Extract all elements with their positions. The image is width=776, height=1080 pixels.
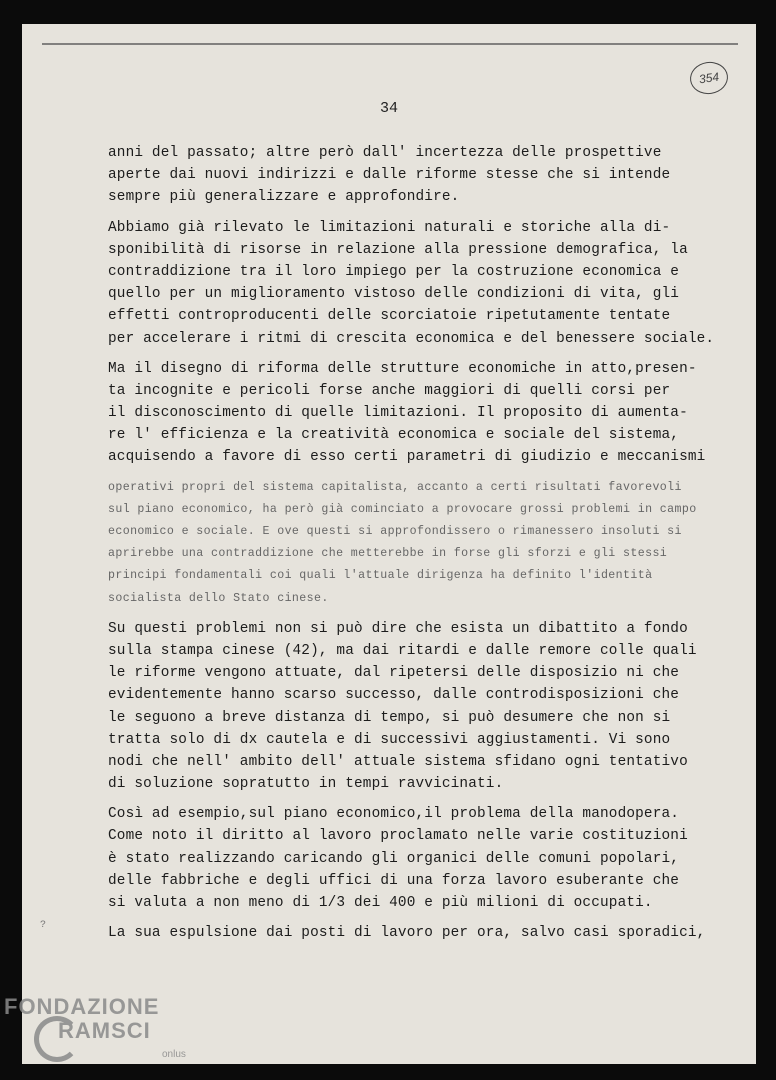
text-line: di soluzione sopratutto in tempi ravvicinati. [108,776,504,793]
watermark-line2: RAMSCI [58,1018,151,1043]
text-line: è stato realizzando caricando gli organici delle comuni popolari, [108,850,680,867]
paragraph [108,618,720,796]
text-line: Come noto il diritto al lavoro proclamato nelle varie costituzioni [108,828,688,845]
paragraph [108,217,720,350]
text-line: tratta solo di dx cautela e di successivi aggiustamenti. Vi sono [108,731,671,748]
top-rule [42,43,738,45]
text-line: re l' efficienza e la creatività economica e sociale del sistema, [108,427,680,444]
page-number: 34 [380,100,399,117]
text-line: le seguono a breve distanza di tempo, si può desumere che non si [108,709,671,726]
text-line: Abbiamo già rilevato le limitazioni naturali e storiche alla di- [108,219,671,236]
text-line: contraddizione tra il loro impiego per la costruzione economica e [108,263,680,280]
body-text [108,142,720,952]
text-line: sul piano economico, ha però già cominciato a provocare grossi problemi in campo [108,502,697,516]
watermark-line1: FONDAZIONE [4,994,160,1019]
paragraph [108,803,720,914]
text-line: le riforme vengono attuate, dal ripetersi delle disposizio ni che [108,665,680,682]
text-line: operativi propri del sistema capitalista, accanto a certi risultati favorevoli [108,480,682,494]
text-line: Così ad esempio,sul piano economico,il problema della manodopera. [108,806,680,823]
text-line: si valuta a non meno di 1/3 dei 400 e più milioni di occupati. [108,895,653,911]
text-line: per accelerare i ritmi di crescita economica e del benessere sociale. [108,330,715,347]
text-line: quello per un miglioramento vistoso delle condizioni di vita, gli [108,286,680,303]
text-line: il disconoscimento di quelle limitazioni. Il proposito di aumenta- [108,405,688,422]
text-line: delle fabbriche e degli uffici di una forza lavoro esuberante che [108,872,680,889]
paragraph [108,477,720,610]
margin-mark: ? [40,920,47,931]
text-line: sempre più generalizzare e approfondire. [108,189,460,206]
text-line: acquisendo a favore di esso certi parametri di giudizio e meccanismi [108,449,706,466]
fondazione-gramsci-watermark [4,994,186,1060]
text-line: principi fondamentali coi quali l'attuale dirigenza ha definito l'identità [108,569,653,583]
text-line: economico e sociale. E ove questi si approfondissero o rimanessero insoluti si [108,525,682,538]
text-line: sponibilità di risorse in relazione alla pressione demografica, la [108,241,688,258]
text-line: aperte dai nuovi indirizzi e dalle riforme stesse che si intende [108,167,671,184]
text-line: effetti controproducenti delle scorciatoie ripetutamente tentate [108,308,671,325]
paragraph [108,358,720,469]
archive-stamp-number: 354 [698,69,720,87]
archive-stamp [688,60,730,97]
text-line: socialista dello Stato cinese. [108,591,329,605]
document-page [22,24,756,1064]
text-line: Su questi problemi non si può dire che esista un dibattito a fondo [108,620,688,637]
paragraph [108,142,720,209]
paragraph [108,922,720,944]
text-line: nodi che nell' ambito dell' attuale sistema sfidano ogni tentativo [108,753,688,770]
text-line: aprirebbe una contraddizione che metterebbe in forse gli sforzi e gli stessi [108,547,668,561]
text-line: La sua espulsione dai posti di lavoro per ora, salvo casi sporadici, [108,925,706,942]
watermark-line3: onlus [162,1049,186,1060]
text-line: ta incognite e pericoli forse anche maggiori di quelli corsi per [108,382,671,399]
text-line: Ma il disegno di riforma delle strutture economiche in atto,presen- [108,360,697,377]
text-line: sulla stampa cinese (42), ma dai ritardi e dalle remore colle quali [108,642,697,659]
text-line: anni del passato; altre però dall' incertezza delle prospettive [108,145,662,161]
text-line: evidentemente hanno scarso successo, dalle controdisposizioni che [108,687,680,704]
